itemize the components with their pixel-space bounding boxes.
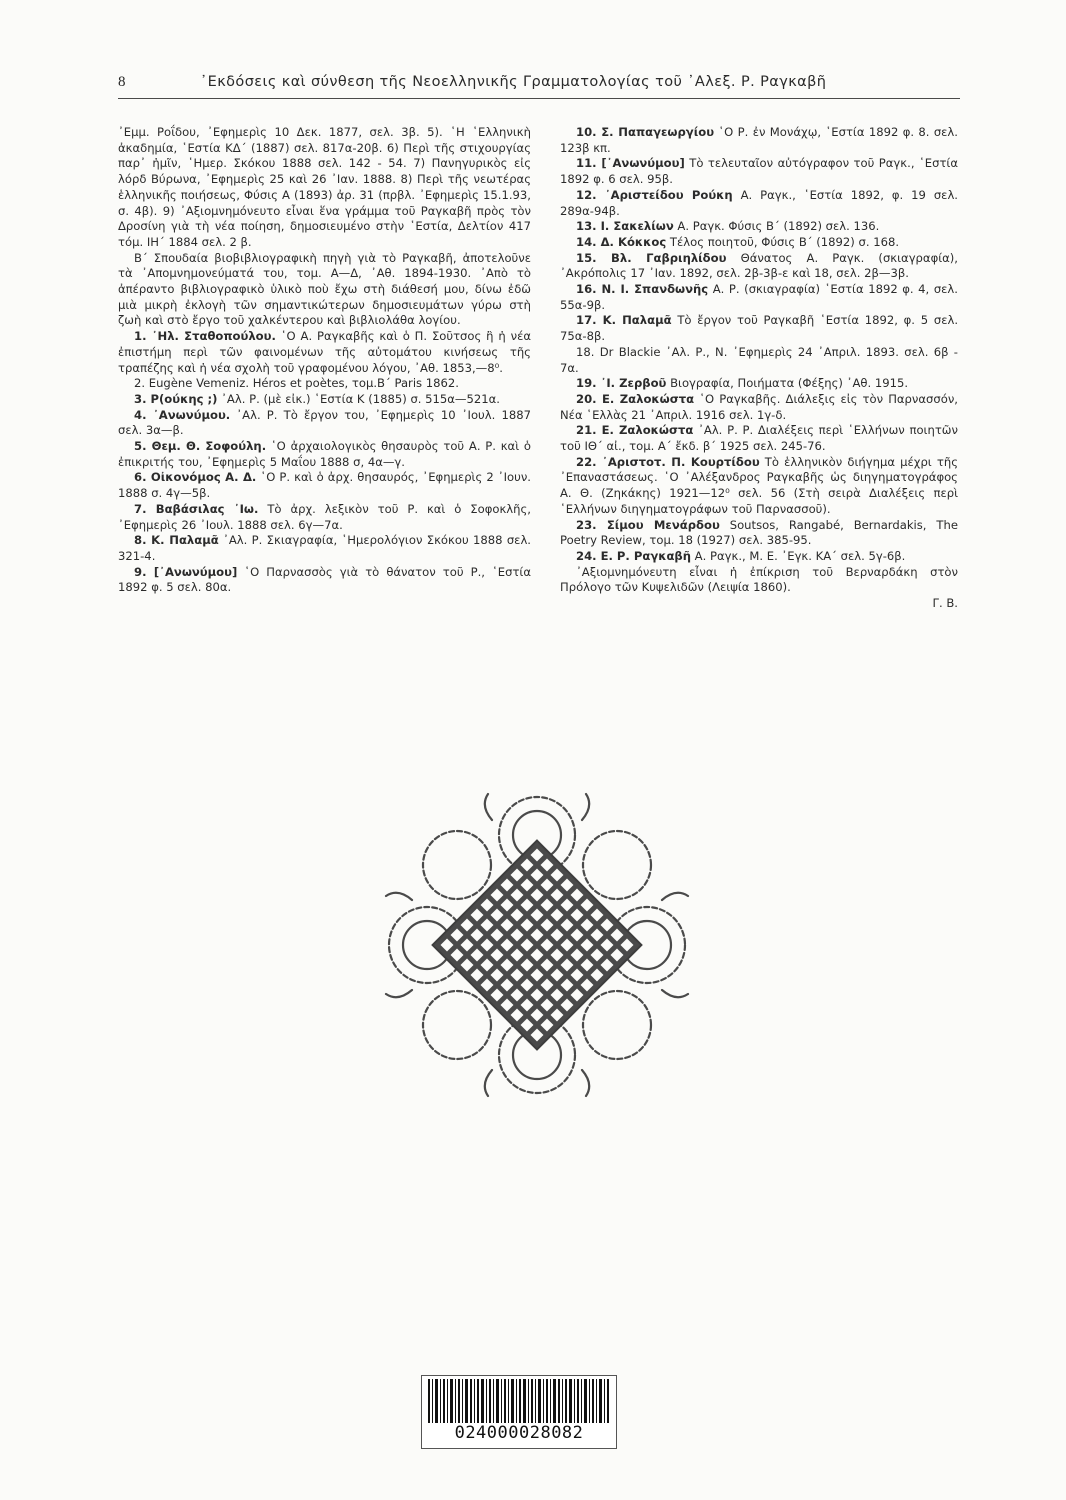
bib-text: ᾿Αλ. Ρ. Σκιαγραφία, ῾Ημερολόγιον Σκόκου 1888 σελ. 321-4.	[118, 533, 531, 563]
bib-author: 14. Δ. Κόκκος	[576, 234, 667, 249]
bib-entry-2: 2. Eugène Vemeniz. Héros et poètes, τομ.Β΄ Paris 1862.	[134, 376, 459, 391]
bib-author: 3. Ρ(ούκης ;)	[134, 391, 218, 406]
bib-author: 9. [᾿Ανωνύμου]	[134, 564, 238, 579]
bib-author: 10. Σ. Παπαγεωργίου	[576, 125, 715, 139]
author-signature: Γ. Β.	[932, 596, 958, 611]
bib-text: ῾Ο Ρ. καὶ ὁ ἀρχ. θησαυρός, ᾿Εφημερὶς 2 ᾿Ιουν. 1888 σ. 4γ—5β.	[118, 470, 531, 501]
bib-text: ᾿Αλ. Ρ. (μὲ εἰκ.) ῾Εστία Κ (1885) σ. 515α—521α.	[217, 391, 500, 406]
bib-text: Θάνατος Α. Ραγκ. (σκιαγραφία), ᾿Ακρόπολις 17 ᾿Ιαν. 1892, σελ. 2β-3β-ε καὶ 18, σελ. 2β—3β.	[560, 250, 958, 281]
page-number: 8	[118, 74, 126, 90]
header-rule	[118, 98, 960, 99]
bib-author: 24. Ε. Ρ. Ραγκαβῆ	[576, 548, 691, 563]
bib-entry-24	[560, 549, 958, 565]
bib-author: 1. ᾿Ηλ. Σταθοπούλου.	[134, 329, 276, 344]
bib-text: Τὸ ἑλληνικὸν διήγημα μέχρι τῆς ᾿Επαναστάσεως. ῾Ο ᾿Αλέξανδρος Ραγκαβῆς ὡς διηγηματογράφος Α. Θ. (Ζηκάκης) 1921—12⁰ σελ. 56 (Στὴ σειρὰ Διαλέξεις περὶ ῾Ελλήνων διηγηματογράφων τοῦ Παρνασσοῦ).	[560, 454, 958, 516]
bib-text: ῾Ο Α. Ραγκαβῆς καὶ ὁ Π. Σοῦτσος ἢ ἡ νέα ἐπιστήμη περὶ τῶν φαινομένων τῆς αὐτομάτου κινήσεως τῆς τραπέζης καὶ ἡ νέα σχολὴ τοῦ γραφομένου λόγου, ᾿Αθ. 1853,—8⁰.	[118, 329, 531, 375]
bib-author: 19. ᾿Ι. Ζερβοῦ	[576, 376, 667, 391]
bib-text: Τὸ τελευταῖον αὐτόγραφον τοῦ Ραγκ., ῾Εστία 1892 φ. 6 σελ. 95β.	[560, 156, 958, 187]
bib-entry-4	[118, 408, 531, 439]
bib-author: 11. [᾿Ανωνύμου]	[576, 156, 685, 171]
bib-text: ᾿Αλ. Ρ. Ρ. Διαλέξεις περὶ ῾Ελλήνων ποιητῶν τοῦ ΙΘ΄ αἰ., τομ. Α΄ ἔκδ. β΄ 1925 σελ. 245-76.	[560, 423, 958, 454]
bib-entry-8	[118, 533, 531, 564]
bibliography-intro: Β΄ Σπουδαία βιοβιβλιογραφικὴ πηγὴ γιὰ τὸ Ραγκαβῆ, ἀποτελοῦνε τὰ ᾿Απομνημονεύματά του, τομ. Α—Δ, ᾿Αθ. 1894-1930. ᾿Απὸ τὸ ἀπέραντο βιβλιογραφικὸ ὑλικὸ ποὺ ἔχω στὴ διάθεσή μου, δίνω ἐδῶ μιὰ μικρὴ ἐκλογὴ τῶν σημαντικώτερων δημοσιευμάτων γύρω στὴ ζωὴ καὶ στὸ ἔργο τοῦ χαλκέντερου καὶ βιβλιολάθα λογίου.	[118, 250, 531, 328]
barcode-bars-icon	[426, 1379, 612, 1423]
bib-entry-22	[560, 455, 958, 518]
bib-text: Α. Ραγκ., ῾Εστία 1892, φ. 19 σελ. 289α-94β.	[560, 187, 958, 218]
page-header	[118, 74, 958, 96]
bib-text: Α. Ρ. (σκιαγραφία) ῾Εστία 1892 φ. 4, σελ. 55α-9β.	[560, 282, 958, 312]
bib-entry-16	[560, 282, 958, 313]
bib-entry-12	[560, 188, 958, 219]
bib-author: 17. Κ. Παλαμᾶ	[576, 313, 672, 328]
running-title: ᾿Εκδόσεις καὶ σύνθεση τῆς Νεοελληνικῆς Γραμματολογίας τοῦ ᾿Αλεξ. Ρ. Ραγκαβῆ	[200, 74, 827, 90]
bib-entry-10	[560, 125, 958, 156]
bib-text: Βιογραφία, Ποιήματα (Φέξης) ᾿Αθ. 1915.	[666, 376, 909, 391]
bib-author: 22. ᾿Αριστοτ. Π. Κουρτίδου	[576, 454, 760, 469]
bib-entry-19	[560, 376, 958, 392]
barcode-number: 024000028082	[454, 1423, 584, 1443]
bib-text: ῾Ο ἀρχαιολογικὸς θησαυρὸς τοῦ Α. Ρ. καὶ ὁ ἐπικριτής του, ᾿Εφημερὶς 5 Μαΐου 1888 σ, 4α—γ.	[118, 439, 531, 469]
bib-entry-21	[560, 423, 958, 454]
bib-entry-20	[560, 392, 958, 423]
lace-ornament-icon	[372, 780, 702, 1110]
bib-entry-9	[118, 565, 531, 596]
left-column	[118, 125, 531, 596]
bib-entry-7	[118, 502, 531, 533]
bib-text: ῾Ο Ραγκαβῆς. Διάλεξις εἰς τὸν Παρνασσόν, Νέα ῾Ελλὰς 21 ᾿Απριλ. 1916 σελ. 1γ-δ.	[560, 391, 958, 422]
bib-text: ᾿Αλ. Ρ. Τὸ ἔργον του, ᾿Εφημερὶς 10 ᾿Ιουλ. 1887 σελ. 3α—β.	[118, 407, 531, 438]
bib-author: 23. Σίμου Μενάρδου	[576, 517, 720, 532]
closing-note: ᾿Αξιομνημόνευτη εἶναι ἡ ἐπίκριση τοῦ Βερναρδάκη στὸν Πρόλογο τῶν Κυψελιδῶν (Λειψία 1860).	[560, 564, 958, 595]
bib-entry-3	[118, 392, 531, 408]
bib-entry-13	[560, 219, 958, 235]
barcode	[422, 1376, 616, 1448]
bib-entry-1	[118, 329, 531, 376]
bib-text: ῾Ο Παρνασσὸς γιὰ τὸ θάνατον τοῦ Ρ., ῾Εστία 1892 φ. 5 σελ. 80α.	[118, 564, 531, 595]
bib-text: ῾Ο Ρ. ἐν Μονάχῳ, ῾Εστία 1892 φ. 8. σελ. 123β κπ.	[560, 125, 958, 155]
bib-author: 7. Βαβάσιλας ᾿Ιω.	[134, 501, 259, 516]
bib-author: 20. Ε. Ζαλοκώστα	[576, 391, 695, 406]
bib-author: 8. Κ. Παλαμᾶ	[134, 533, 219, 548]
bib-entry-11	[560, 156, 958, 187]
bib-text: Α. Ραγκ., Μ. Ε. ᾿Εγκ. ΚΑ΄ σελ. 5γ-6β.	[691, 548, 906, 563]
bib-entry-15	[560, 251, 958, 282]
bib-author: 12. ᾿Αριστείδου Ρούκη	[576, 187, 733, 202]
bib-text: Soutsos, Rangabé, Bernardakis, The Poetry Review, τομ. 18 (1927) σελ. 385-95.	[560, 517, 958, 548]
bib-entry-18: 18. Dr Blackie ᾿Αλ. Ρ., Ν. ᾿Εφημερὶς 24 ᾿Απριλ. 1893. σελ. 6β - 7α.	[560, 344, 958, 375]
continued-paragraph: ᾿Εμμ. Ροΐδου, ᾿Εφημερὶς 10 Δεκ. 1877, σελ. 3β. 5). ῾Η ῾Ελληνικὴ ἀκαδημία, ῾Εστία ΚΔ΄ (1887) σελ. 817α-20β. 6) Περὶ τῆς στιχουργίας παρ᾿ ἡμῖν, ῾Ημερ. Σκόκου 1888 σελ. 142 - 54. 7) Πανηγυρικὸς εἰς λόρδ Βύρωνα, ᾿Εφημερὶς 25 καὶ 26 ᾿Ιαν. 1888. 8) Περὶ τῆς νεωτέρας ἑλληνικῆς ποιήσεως, Φύσις Α (1893) ἀρ. 31 (πρβλ. ᾿Εφημερὶς 15.1.93, σ. 4β). 9) ᾿Αξιομνημόνευτο εἶναι ἕνα γράμμα τοῦ Ραγκαβῆ πρὸς τὸν Δροσίνη γιὰ τὴ νέα ποίηση, δημοσιευμένο στὴν ῾Εστία, Δελτίον 417 τόμ. ΙΗ΄ 1884 σελ. 2 β.	[118, 125, 531, 249]
bib-entry-6	[118, 470, 531, 501]
bib-entry-5	[118, 439, 531, 470]
bib-author: 5. Θεμ. Θ. Σοφούλη.	[134, 439, 267, 454]
bib-author: 16. Ν. Ι. Σπανδωνῆς	[576, 282, 709, 297]
bib-author: 15. Βλ. Γαβριηλίδου	[576, 250, 727, 265]
bib-entry-14	[560, 235, 958, 251]
bib-author: 13. Ι. Σακελίων	[576, 219, 674, 234]
bib-author: 4. ᾿Ανωνύμου.	[134, 407, 231, 422]
bib-entry-17	[560, 313, 958, 344]
bib-entry-23	[560, 518, 958, 549]
right-column	[560, 125, 958, 612]
bib-text: Τὸ ἔργον τοῦ Ραγκαβῆ ῾Εστία 1892, φ. 5 σελ. 75α-8β.	[560, 313, 959, 344]
bib-text: Α. Ραγκ. Φύσις Β΄ (1892) σελ. 136.	[673, 219, 880, 234]
bib-author: 21. Ε. Ζαλοκώστα	[576, 423, 694, 438]
bib-text: Τέλος ποιητοῦ, Φύσις Β΄ (1892) σ. 168.	[666, 234, 900, 249]
bib-author: 6. Οἰκονόμος Α. Δ.	[134, 470, 257, 485]
bib-text: Τὸ ἀρχ. λεξικὸν τοῦ Ρ. καὶ ὁ Σοφοκλῆς, ᾿Εφημερὶς 26 ᾿Ιουλ. 1888 σελ. 6γ—7α.	[118, 501, 531, 532]
